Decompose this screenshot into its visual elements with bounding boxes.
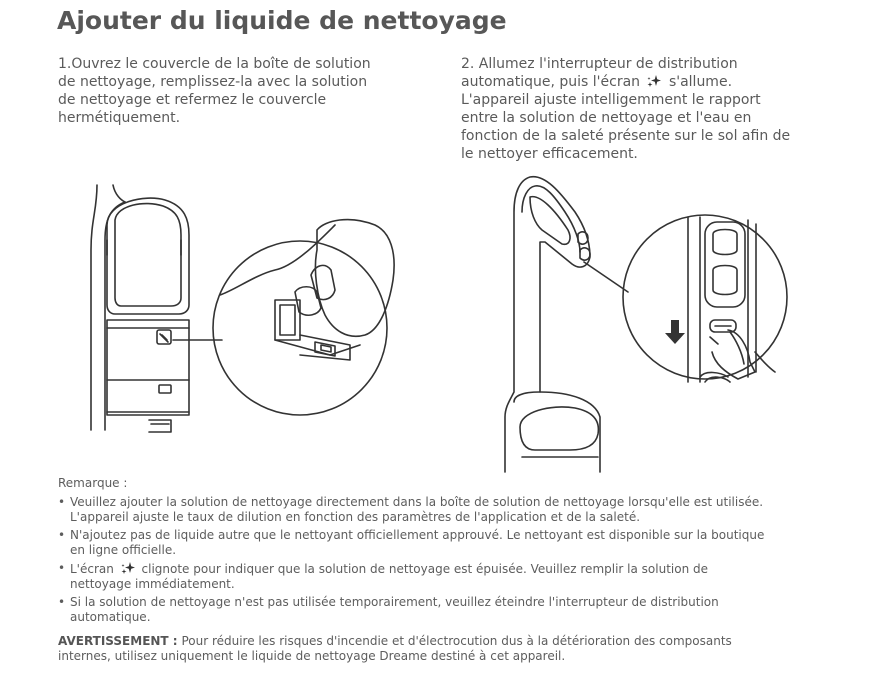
note-text-before-icon: L'écran xyxy=(70,561,114,576)
vacuum-body-illustration xyxy=(91,185,189,432)
note-line: nettoyage immédiatement. xyxy=(70,577,235,591)
step-2-line: fonction de la saleté présente sur le sol afin de xyxy=(461,128,791,144)
bullet-icon: • xyxy=(58,494,66,509)
figure-dispensing-switch xyxy=(500,172,830,477)
notes-section xyxy=(58,476,838,665)
step-2-line: le nettoyer efficacement. xyxy=(461,146,638,162)
note-item xyxy=(58,528,838,559)
callout-line xyxy=(584,262,628,292)
note-item xyxy=(58,595,838,626)
note-line: Veuillez ajouter la solution de nettoyage directement dans la boîte de solution de nettoyage lorsqu'elle est utilisée. xyxy=(70,494,764,509)
note-item xyxy=(58,561,838,593)
step-2-line: L'appareil ajuste intelligemment le rapport xyxy=(461,92,761,108)
step-1-line: hermétiquement. xyxy=(58,110,181,126)
sparkle-icon xyxy=(646,74,662,88)
step-2-text-after-icon: s'allume. xyxy=(668,74,733,90)
figure-open-tank-lid xyxy=(85,180,425,435)
page-title: Ajouter du liquide de nettoyage xyxy=(57,6,507,35)
note-line: N'ajoutez pas de liquide autre que le nettoyant officiellement approuvé. Le nettoyant est disponible sur la boutique xyxy=(70,527,765,542)
bullet-icon: • xyxy=(58,560,66,575)
vacuum-handle-illustration xyxy=(505,177,600,472)
warning-text: Pour réduire les risques d'incendie et d'électrocution dus à la détérioration des composants xyxy=(181,633,732,648)
note-item xyxy=(58,495,838,526)
zoom-circle-tank xyxy=(213,220,394,415)
arrow-down-icon xyxy=(665,320,685,344)
step-1-line: de nettoyage, remplissez-la avec la solution xyxy=(58,74,368,90)
bullet-icon: • xyxy=(58,594,66,609)
note-line: Si la solution de nettoyage n'est pas utilisée temporairement, veuillez éteindre l'interrupteur de distribution xyxy=(70,594,719,609)
note-line: L'appareil ajuste le taux de dilution en fonction des paramètres de l'application et de la saleté. xyxy=(70,510,641,524)
step-2-text xyxy=(461,55,831,163)
step-1-line: de nettoyage et refermez le couvercle xyxy=(58,92,327,108)
sparkle-icon xyxy=(120,561,136,575)
warning-line xyxy=(58,634,838,650)
bullet-icon: • xyxy=(58,527,66,542)
step-2-text-before-icon: automatique, puis l'écran xyxy=(461,74,641,90)
notes-label: Remarque : xyxy=(58,476,128,490)
note-text-after-icon: clignote pour indiquer que la solution de nettoyage est épuisée. Veuillez remplir la solution de xyxy=(141,561,708,576)
note-line-with-icon xyxy=(70,561,838,578)
step-2-line-with-icon xyxy=(461,73,831,91)
zoom-circle-switch xyxy=(623,215,787,382)
warning-paragraph xyxy=(58,634,838,665)
warning-label: AVERTISSEMENT : xyxy=(58,633,178,648)
warning-line: internes, utilisez uniquement le liquide de nettoyage Dreame destiné à cet appareil. xyxy=(58,649,566,663)
step-2-line: entre la solution de nettoyage et l'eau en xyxy=(461,110,752,126)
step-2-line: 2. Allumez l'interrupteur de distribution xyxy=(461,56,738,72)
note-line: en ligne officielle. xyxy=(70,543,177,557)
step-1-line: 1.Ouvrez le couvercle de la boîte de solution xyxy=(58,56,371,72)
note-line: automatique. xyxy=(70,610,151,624)
step-1-text xyxy=(58,55,418,127)
